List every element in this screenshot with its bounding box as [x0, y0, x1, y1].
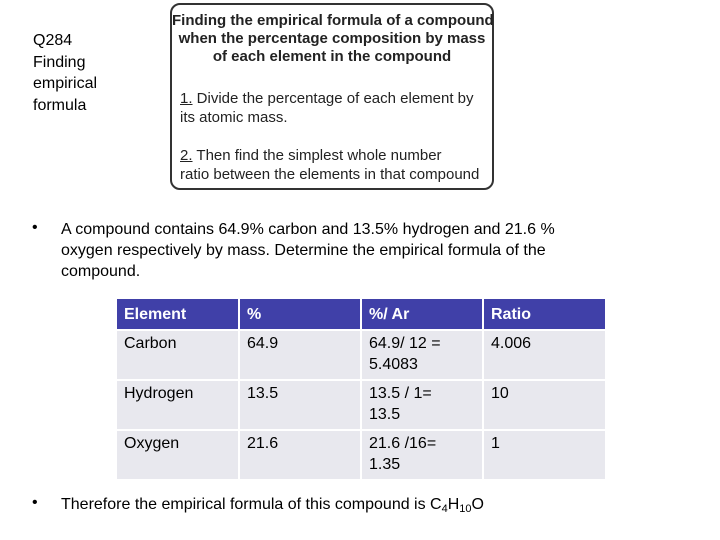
step-two-number: 2. [180, 147, 193, 164]
step-one-text-cont: its atomic mass. [180, 109, 288, 126]
percent-cell: 21.6 [239, 430, 361, 480]
side-title-line: formula [33, 96, 87, 114]
calc-line: 13.5 [369, 406, 401, 423]
ratio-cell: 10 [483, 380, 606, 430]
side-title-line: empirical [33, 75, 98, 92]
heading-line: of each element in the compound [212, 48, 452, 65]
conclusion-text [61, 494, 484, 515]
info-box-heading [172, 12, 492, 66]
table-row [116, 330, 606, 380]
step-one [180, 89, 490, 127]
problem-line: A compound contains 64.9% carbon and 13.5% hydrogen and 21.6 % [61, 221, 555, 238]
heading-line: Finding the empirical formula of a compound [172, 12, 494, 29]
side-title-line: Q284 [33, 32, 73, 49]
percent-cell: 64.9 [239, 330, 361, 380]
ratio-cell: 1 [483, 430, 606, 480]
header-percent-over-ar: %/ Ar [361, 298, 483, 330]
calculation-table [115, 297, 607, 481]
step-two [180, 146, 490, 184]
conclusion-hydrogen: H [447, 496, 460, 513]
calc-line: 5.4083 [369, 356, 418, 373]
conclusion-oxygen: O [471, 496, 484, 513]
slide-side-title [33, 30, 153, 116]
element-cell: Hydrogen [116, 380, 239, 430]
step-two-text: Then find the simplest whole number [192, 147, 442, 164]
table-row [116, 430, 606, 480]
bullet-marker: • [32, 494, 38, 511]
method-info-box [170, 3, 494, 190]
calc-line: 64.9/ 12 = [369, 335, 441, 352]
calc-cell [361, 380, 483, 430]
problem-line: compound. [61, 263, 141, 280]
calc-cell [361, 430, 483, 480]
hydrogen-subscript: 10 [459, 503, 472, 515]
ratio-cell: 4.006 [483, 330, 606, 380]
conclusion-prefix: Therefore the empirical formula of this compound is C [61, 496, 442, 513]
percent-cell: 13.5 [239, 380, 361, 430]
calc-line: 13.5 / 1= [369, 385, 432, 402]
step-two-text-cont: ratio between the elements in that compound [180, 166, 480, 183]
carbon-subscript: 4 [441, 503, 448, 515]
header-ratio: Ratio [483, 298, 606, 330]
header-percent: % [239, 298, 361, 330]
calc-line: 21.6 /16= [369, 435, 437, 452]
calc-line: 1.35 [369, 456, 401, 473]
table-row [116, 380, 606, 430]
step-one-number: 1. [180, 90, 193, 107]
bullet-marker: • [32, 219, 38, 236]
heading-line: when the percentage composition by mass [178, 30, 486, 47]
calc-cell [361, 330, 483, 380]
problem-line: oxygen respectively by mass. Determine the empirical formula of the [61, 242, 546, 259]
problem-statement [61, 219, 661, 282]
header-element: Element [116, 298, 239, 330]
element-cell: Carbon [116, 330, 239, 380]
side-title-line: Finding [33, 53, 86, 71]
element-cell: Oxygen [116, 430, 239, 480]
step-one-text: Divide the percentage of each element by [192, 90, 474, 107]
